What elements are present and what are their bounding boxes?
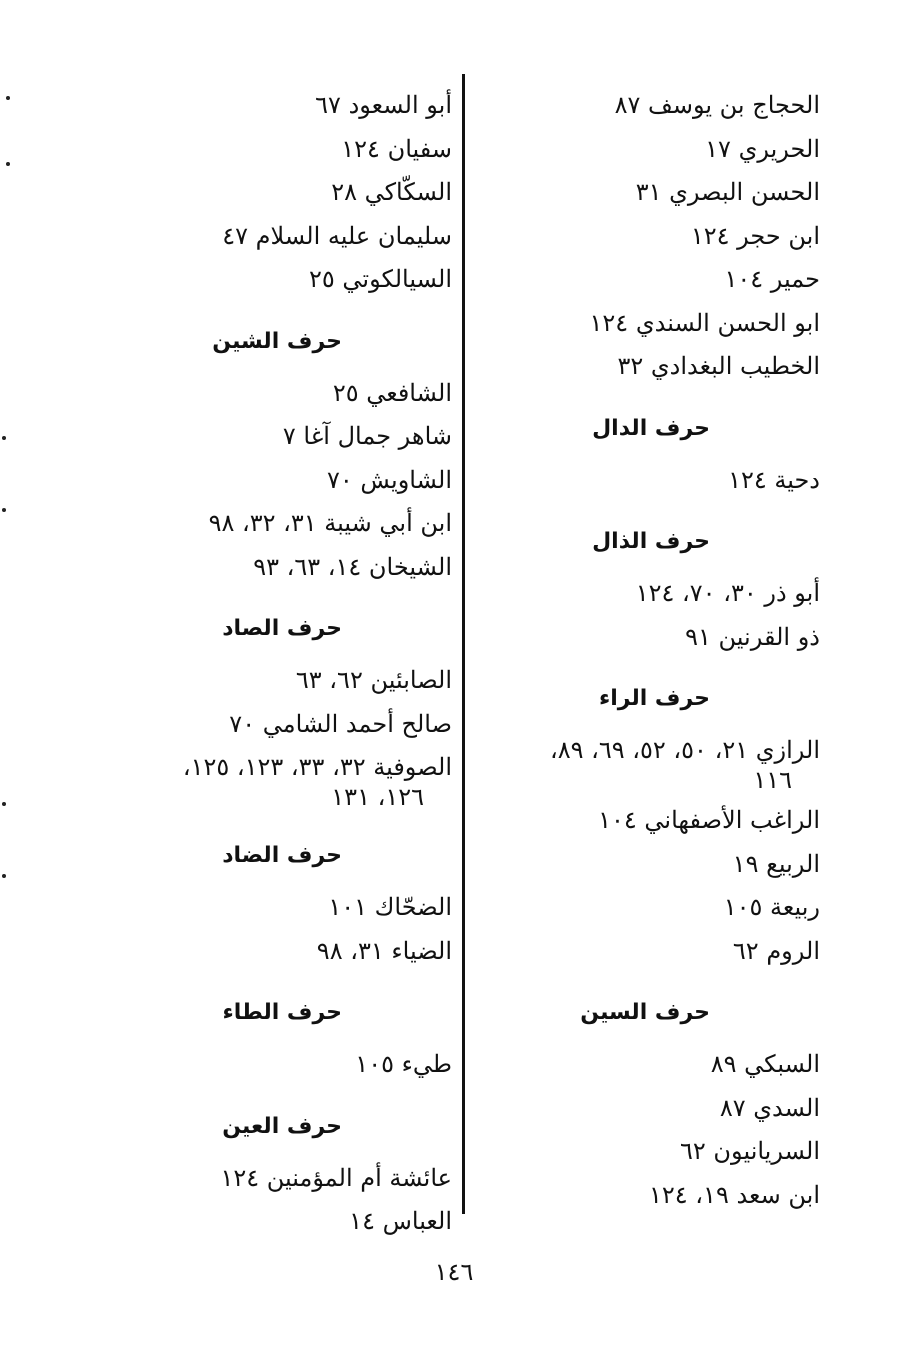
scan-speck — [2, 508, 6, 512]
index-entry — [72, 746, 452, 816]
index-entry: عائشة أم المؤمنين ١٢٤ — [220, 1163, 452, 1192]
section-heading: حرف الراء — [598, 686, 710, 711]
index-entry: الضياء ٣١، ٩٨ — [316, 936, 452, 965]
index-entry-text: الصوفية ٣٢، ٣٣، ١٢٣، ١٢٥، — [182, 753, 452, 781]
section-heading: حرف الطاء — [222, 1000, 342, 1025]
scan-speck — [6, 162, 10, 166]
index-entry: السبكي ٨٩ — [710, 1050, 820, 1078]
index-entry: ابن سعد ١٩، ١٢٤ — [649, 1180, 820, 1209]
index-entry: الروم ٦٢ — [732, 936, 820, 965]
index-entry-text: الرازي ٢١، ٥٠، ٥٢، ٦٩، ٨٩، — [549, 736, 820, 764]
index-column-left — [72, 84, 452, 1244]
index-entry: الشيخان ١٤، ٦٣، ٩٣ — [253, 552, 452, 581]
section-heading: حرف السين — [580, 1000, 710, 1025]
section-heading: حرف الصاد — [222, 616, 342, 641]
index-entry: الصابئين ٦٢، ٦٣ — [295, 666, 452, 694]
index-entry: الخطيب البغدادي ٣٢ — [617, 352, 820, 380]
index-entry: الحجاج بن يوسف ٨٧ — [614, 91, 820, 119]
index-entry: السكّاكي ٢٨ — [331, 178, 452, 206]
index-entry: الضحّاك ١٠١ — [328, 893, 452, 921]
index-entry: الربيع ١٩ — [732, 849, 820, 878]
column-divider — [462, 74, 465, 1214]
index-entry: صالح أحمد الشامي ٧٠ — [229, 709, 452, 738]
section-heading: حرف الشين — [212, 328, 342, 354]
index-entry: سفيان ١٢٤ — [341, 134, 452, 163]
scan-speck — [2, 436, 6, 440]
scan-speck — [2, 802, 6, 806]
index-entry: السيالكوتي ٢٥ — [308, 265, 452, 293]
page-number: ١٤٦ — [434, 1258, 474, 1286]
index-entry: السريانيون ٦٢ — [680, 1137, 820, 1165]
index-entry: حمير ١٠٤ — [724, 265, 820, 293]
index-entry-continuation: ١١٦ — [753, 766, 792, 794]
index-entry: ابن حجر ١٢٤ — [690, 221, 820, 250]
index-entry: ابن أبي شيبة ٣١، ٣٢، ٩٨ — [208, 509, 452, 537]
section-heading: حرف الذال — [592, 529, 710, 554]
index-entry: طيء ١٠٥ — [355, 1050, 452, 1078]
section-heading: حرف العين — [222, 1113, 342, 1139]
index-entry: السدي ٨٧ — [719, 1093, 820, 1122]
section-heading: حرف الدال — [592, 415, 710, 441]
index-entry: ابو الحسن السندي ١٢٤ — [589, 308, 820, 337]
index-entry: شاهر جمال آغا ٧ — [282, 422, 452, 450]
index-column-right — [460, 84, 820, 1217]
index-entry: العباس ١٤ — [349, 1207, 452, 1235]
index-entry: ذو القرنين ٩١ — [685, 622, 820, 651]
index-entry: دحية ١٢٤ — [728, 465, 820, 494]
index-entry: الشاويش ٧٠ — [327, 465, 452, 494]
scan-speck — [2, 874, 6, 878]
index-entry: الحريري ١٧ — [705, 134, 820, 163]
index-entry: أبو ذر ٣٠، ٧٠، ١٢٤ — [635, 579, 820, 607]
index-entry: الشافعي ٢٥ — [332, 378, 452, 407]
index-entry — [460, 729, 820, 799]
index-entry-continuation: ١٢٦، ١٣١ — [331, 783, 424, 811]
index-entry: أبو السعود ٦٧ — [315, 91, 452, 119]
index-entry: سليمان عليه السلام ٤٧ — [222, 221, 452, 250]
scan-speck — [6, 96, 10, 100]
index-entry: ربيعة ١٠٥ — [723, 893, 820, 921]
index-entry: الحسن البصري ٣١ — [635, 178, 820, 206]
index-entry: الراغب الأصفهاني ١٠٤ — [598, 806, 820, 834]
section-heading: حرف الضاد — [222, 843, 342, 868]
